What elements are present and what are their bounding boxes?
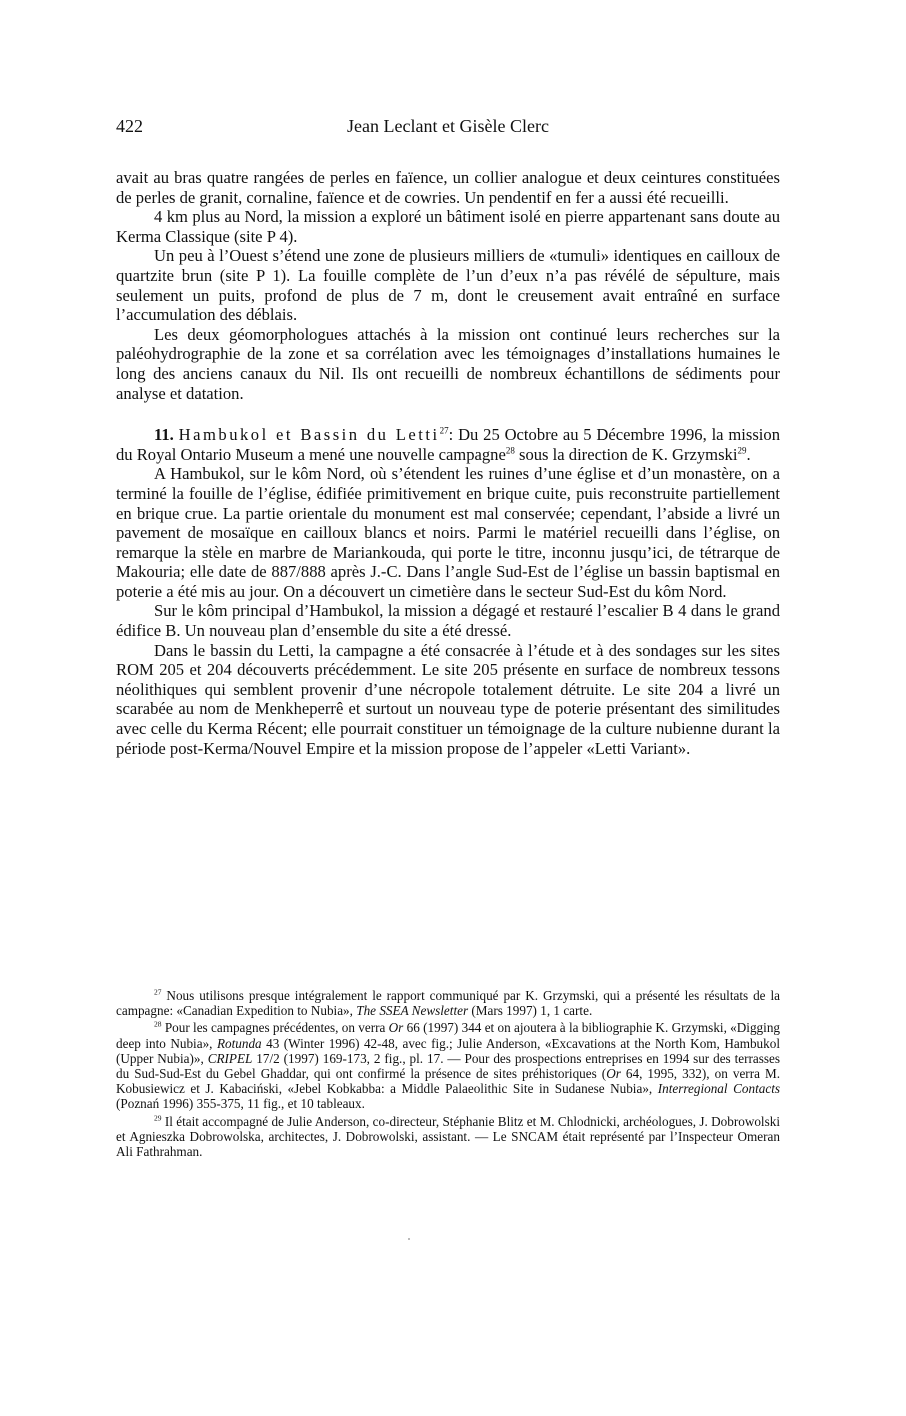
footnote-number: 27 (154, 987, 162, 997)
footnote-italic: Or (388, 1020, 404, 1036)
footnote-italic: Interregional Contacts (657, 1081, 780, 1097)
footnote-29 (116, 1114, 780, 1160)
footnote-text: Pour les campagnes précédentes, on verra (161, 1020, 389, 1036)
footnote-italic: Rotunda (216, 1035, 262, 1051)
footnotes (116, 988, 780, 1161)
main-text (116, 168, 780, 758)
footnote-number: 29 (154, 1113, 162, 1123)
footnote-ref-28[interactable]: 28 (505, 445, 515, 456)
paragraph-2: 4 km plus au Nord, la mission a exploré un bâtiment isolé en pierre appartenant sans doute au Kerma Classique (site P 4). (116, 207, 780, 246)
footnote-text: 66 (1997) 344 et on ajoutera à la bibliographie K. Grzymski, «Digging deep into Nubia», (116, 1020, 781, 1051)
footnote-italic: CRIPEL (207, 1050, 253, 1066)
paragraph-5: A Hambukol, sur le kôm Nord, où s’étendent les ruines d’une église et d’un monastère, on a terminé la fouille de l’église, édifiée primitivement en brique cuite, puis reconstruite partiellement en brique crue. La partie orientale du monument est mal conservée; cependant, l’abside a livré un pavement de mosaïque en cailloux blancs et noirs. Parmi le matériel recueilli dans l’église, on remarque la stèle en marbre de Mariankouda, qui porte le titre, inconnu jusqu’ici, de tétrarque de Makouria; elle date de 887/888 après J.-C. Dans l’angle Sud-Est de l’église un bassin baptismal en poterie a été mis au jour. On a découvert un cimetière dans le secteur Sud-Est du kôm Nord. (116, 464, 780, 601)
footnote-text: Nous utilisons presque intégralement le rapport communiqué par K. Grzymski, qui a présenté les résultats de la campagne: «Canadian Expedition to Nubia», (116, 988, 780, 1019)
page-number: 422 (116, 116, 143, 136)
paragraph-4: Les deux géomorphologues attachés à la mission ont continué leurs recherches sur la paléohydrographie de la zone et sa corrélation avec les témoignages d’installations humaines le long des anciens canaux du Nil. Ils ont recueilli de nombreux échantillons de sédiments pour analyse et datation. (116, 324, 780, 403)
footnote-text: Il était accompagné de Julie Anderson, co-directeur, Stéphanie Blitz et M. Chlodnicki, archéologues, J. Dobrowolski et Agnieszka Dobrowolska, architectes, J. Dobrowolski, assistant. — Le SNCAM était représenté par l’Inspecteur Omeran Ali Fathrahman. (116, 1113, 780, 1160)
footnote-italic: Or (606, 1066, 621, 1082)
footnote-text: 64, 1995, 332), on verra M. Kobusiewicz et J. Kabaciński, «Jebel Kobkabba: a Middle Palaeolithic Site in Sudanese Nubia», (116, 1066, 781, 1097)
footnote-text: 17/2 (1997) 169-173, 2 fig., pl. 17. — Pour des prospections entreprises en 1994 sur des terrasses du Sud-Sud-Est du Gebel Ghaddar, qui ont confirmé la présence de sites préhistoriques ( (116, 1050, 780, 1082)
section-text-a: : Du 25 Octobre au 5 Décembre 1996, la mission du Royal Ontario Museum a mené une nouvelle campagne (116, 425, 780, 464)
section-text-c: . (746, 444, 751, 464)
paragraph-1: avait au bras quatre rangées de perles en faïence, un collier analogue et deux ceintures constituées de perles de granit, cornaline, faïence et de cowries. Un pendentif en fer a aussi été recueilli. (116, 168, 780, 207)
section-text-b: sous la direction de K. Grzymski (514, 444, 738, 464)
footnote-28 (116, 1020, 780, 1111)
paragraph-7: Dans le bassin du Letti, la campagne a été consacrée à l’étude et à des sondages sur les sites ROM 205 et 204 découverts précédemment. Le site 205 présente en surface de nombreux tessons néolithiques qui semblent provenir d’une nécropole totalement détruite. Le site 204 a livré un scarabée au nom de Menkheperrê et surtout un nouveau type de poterie présentant des similitudes avec celle du Kerma Récent; elle pourrait constituer un témoignage de la culture nubienne durant la période post-Kerma/Nouvel Empire et la mission propose de l’appeler «Letti Variant». (116, 640, 780, 758)
footnote-27 (116, 988, 780, 1018)
section-number: 11. (154, 425, 174, 445)
scan-speck (408, 1238, 410, 1240)
footnote-text: (Mars 1997) 1, 1 carte. (468, 1003, 593, 1019)
footnote-italic: The SSEA Newsletter (356, 1003, 469, 1019)
footnote-text: 43 (Winter 1996) 42-48, avec fig.; Julie Anderson, «Excavations at the North Kom, Hambukol (Upper Nubia)», (116, 1035, 780, 1066)
paragraph-3: Un peu à l’Ouest s’étend une zone de plusieurs milliers de «tumuli» identiques en cailloux de quartzite brun (site P 1). La fouille complète de l’un d’eux n’a pas révélé de sépulture, mais seulement un puits, profond de plus de 7 m, dont le creusement avait entraîné en surface l’accumulation des déblais. (116, 246, 780, 325)
paragraph-6: Sur le kôm principal d’Hambukol, la mission a dégagé et restauré l’escalier B 4 dans le grand édifice B. Un nouveau plan d’ensemble du site a été dressé. (116, 601, 780, 641)
section-11-heading-paragraph (116, 425, 780, 464)
footnote-text: (Poznań 1996) 355-375, 11 fig., et 10 tableaux. (116, 1096, 365, 1112)
section-title: Hambukol et Bassin du Letti (178, 425, 440, 445)
footnote-ref-27[interactable]: 27 (439, 425, 449, 436)
running-title: Jean Leclant et Gisèle Clerc (347, 116, 549, 136)
page-header (116, 114, 780, 138)
footnote-number: 28 (154, 1020, 162, 1030)
footnote-ref-29[interactable]: 29 (737, 445, 747, 456)
